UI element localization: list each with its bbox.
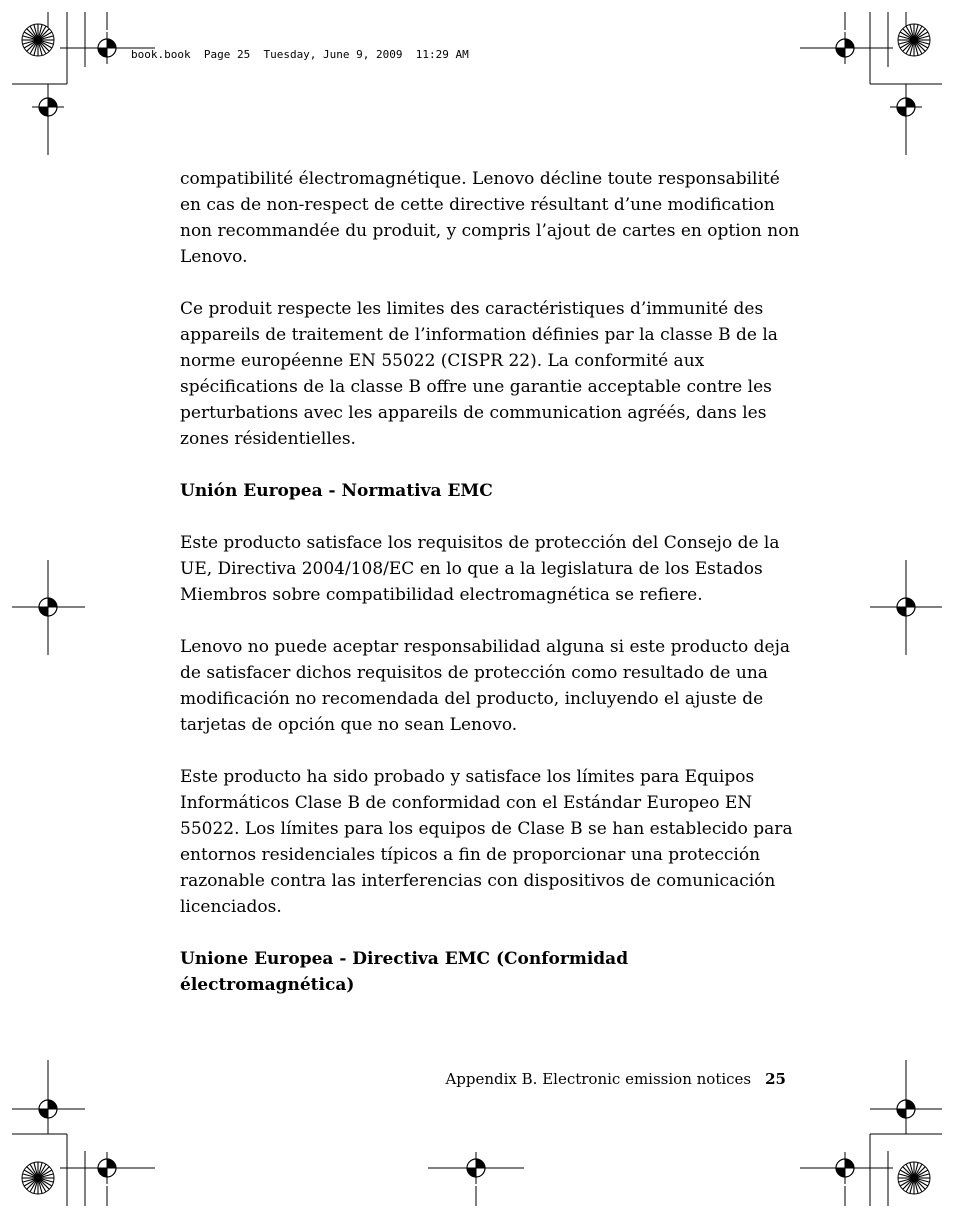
footer-section-title: Appendix B. Electronic emission notices: [445, 1070, 752, 1088]
section-heading-italy-emc: Unione Europea - Directiva EMC (Conformidad électromagnética): [180, 949, 629, 995]
document-body: [180, 166, 800, 1024]
page-number: 25: [765, 1070, 786, 1088]
paragraph-spanish-requirements: Este producto satisface los requisitos de protección del Consejo de la UE, Directiva 2004/108/EC en lo que a la legislatura de los Estados Miembros sobre compatibilidad electromagnética se refiere.: [180, 533, 780, 605]
paragraph-spanish-responsibility: Lenovo no puede aceptar responsabilidad alguna si este producto deja de satisfacer dichos requisitos de protección como resultado de una modificación no recomendada del producto, incluyendo el ajuste de tarjetas de opción que no sean Lenovo.: [180, 637, 790, 735]
paragraph-french-continued: compatibilité électromagnétique. Lenovo décline toute responsabilité en cas de non-respect de cette directive résultant d’une modification non recommandée du produit, y compris l’ajout de cartes en option non Lenovo.: [180, 169, 800, 267]
page-footer: [445, 1070, 786, 1088]
paragraph-french-immunity: Ce produit respecte les limites des caractéristiques d’immunité des appareils de traitement de l’information définies par la classe B de la norme européenne EN 55022 (CISPR 22). La conformité aux spécifications de la classe B offre une garantie acceptable contre les perturbations avec les appareils de communication agréés, dans les zones résidentielles.: [180, 299, 778, 449]
print-slug: book.book Page 25 Tuesday, June 9, 2009 11:29 AM: [131, 48, 469, 61]
paragraph-spanish-limits: Este producto ha sido probado y satisface los límites para Equipos Informáticos Clase B de conformidad con el Estándar Europeo EN 55022. Los límites para los equipos de Clase B se han establecido para entornos residenciales típicos a fin de proporcionar una protección razonable contra las interferencias con dispositivos de comunicación licenciados.: [180, 767, 793, 917]
section-heading-eu-emc: Unión Europea - Normativa EMC: [180, 481, 493, 501]
